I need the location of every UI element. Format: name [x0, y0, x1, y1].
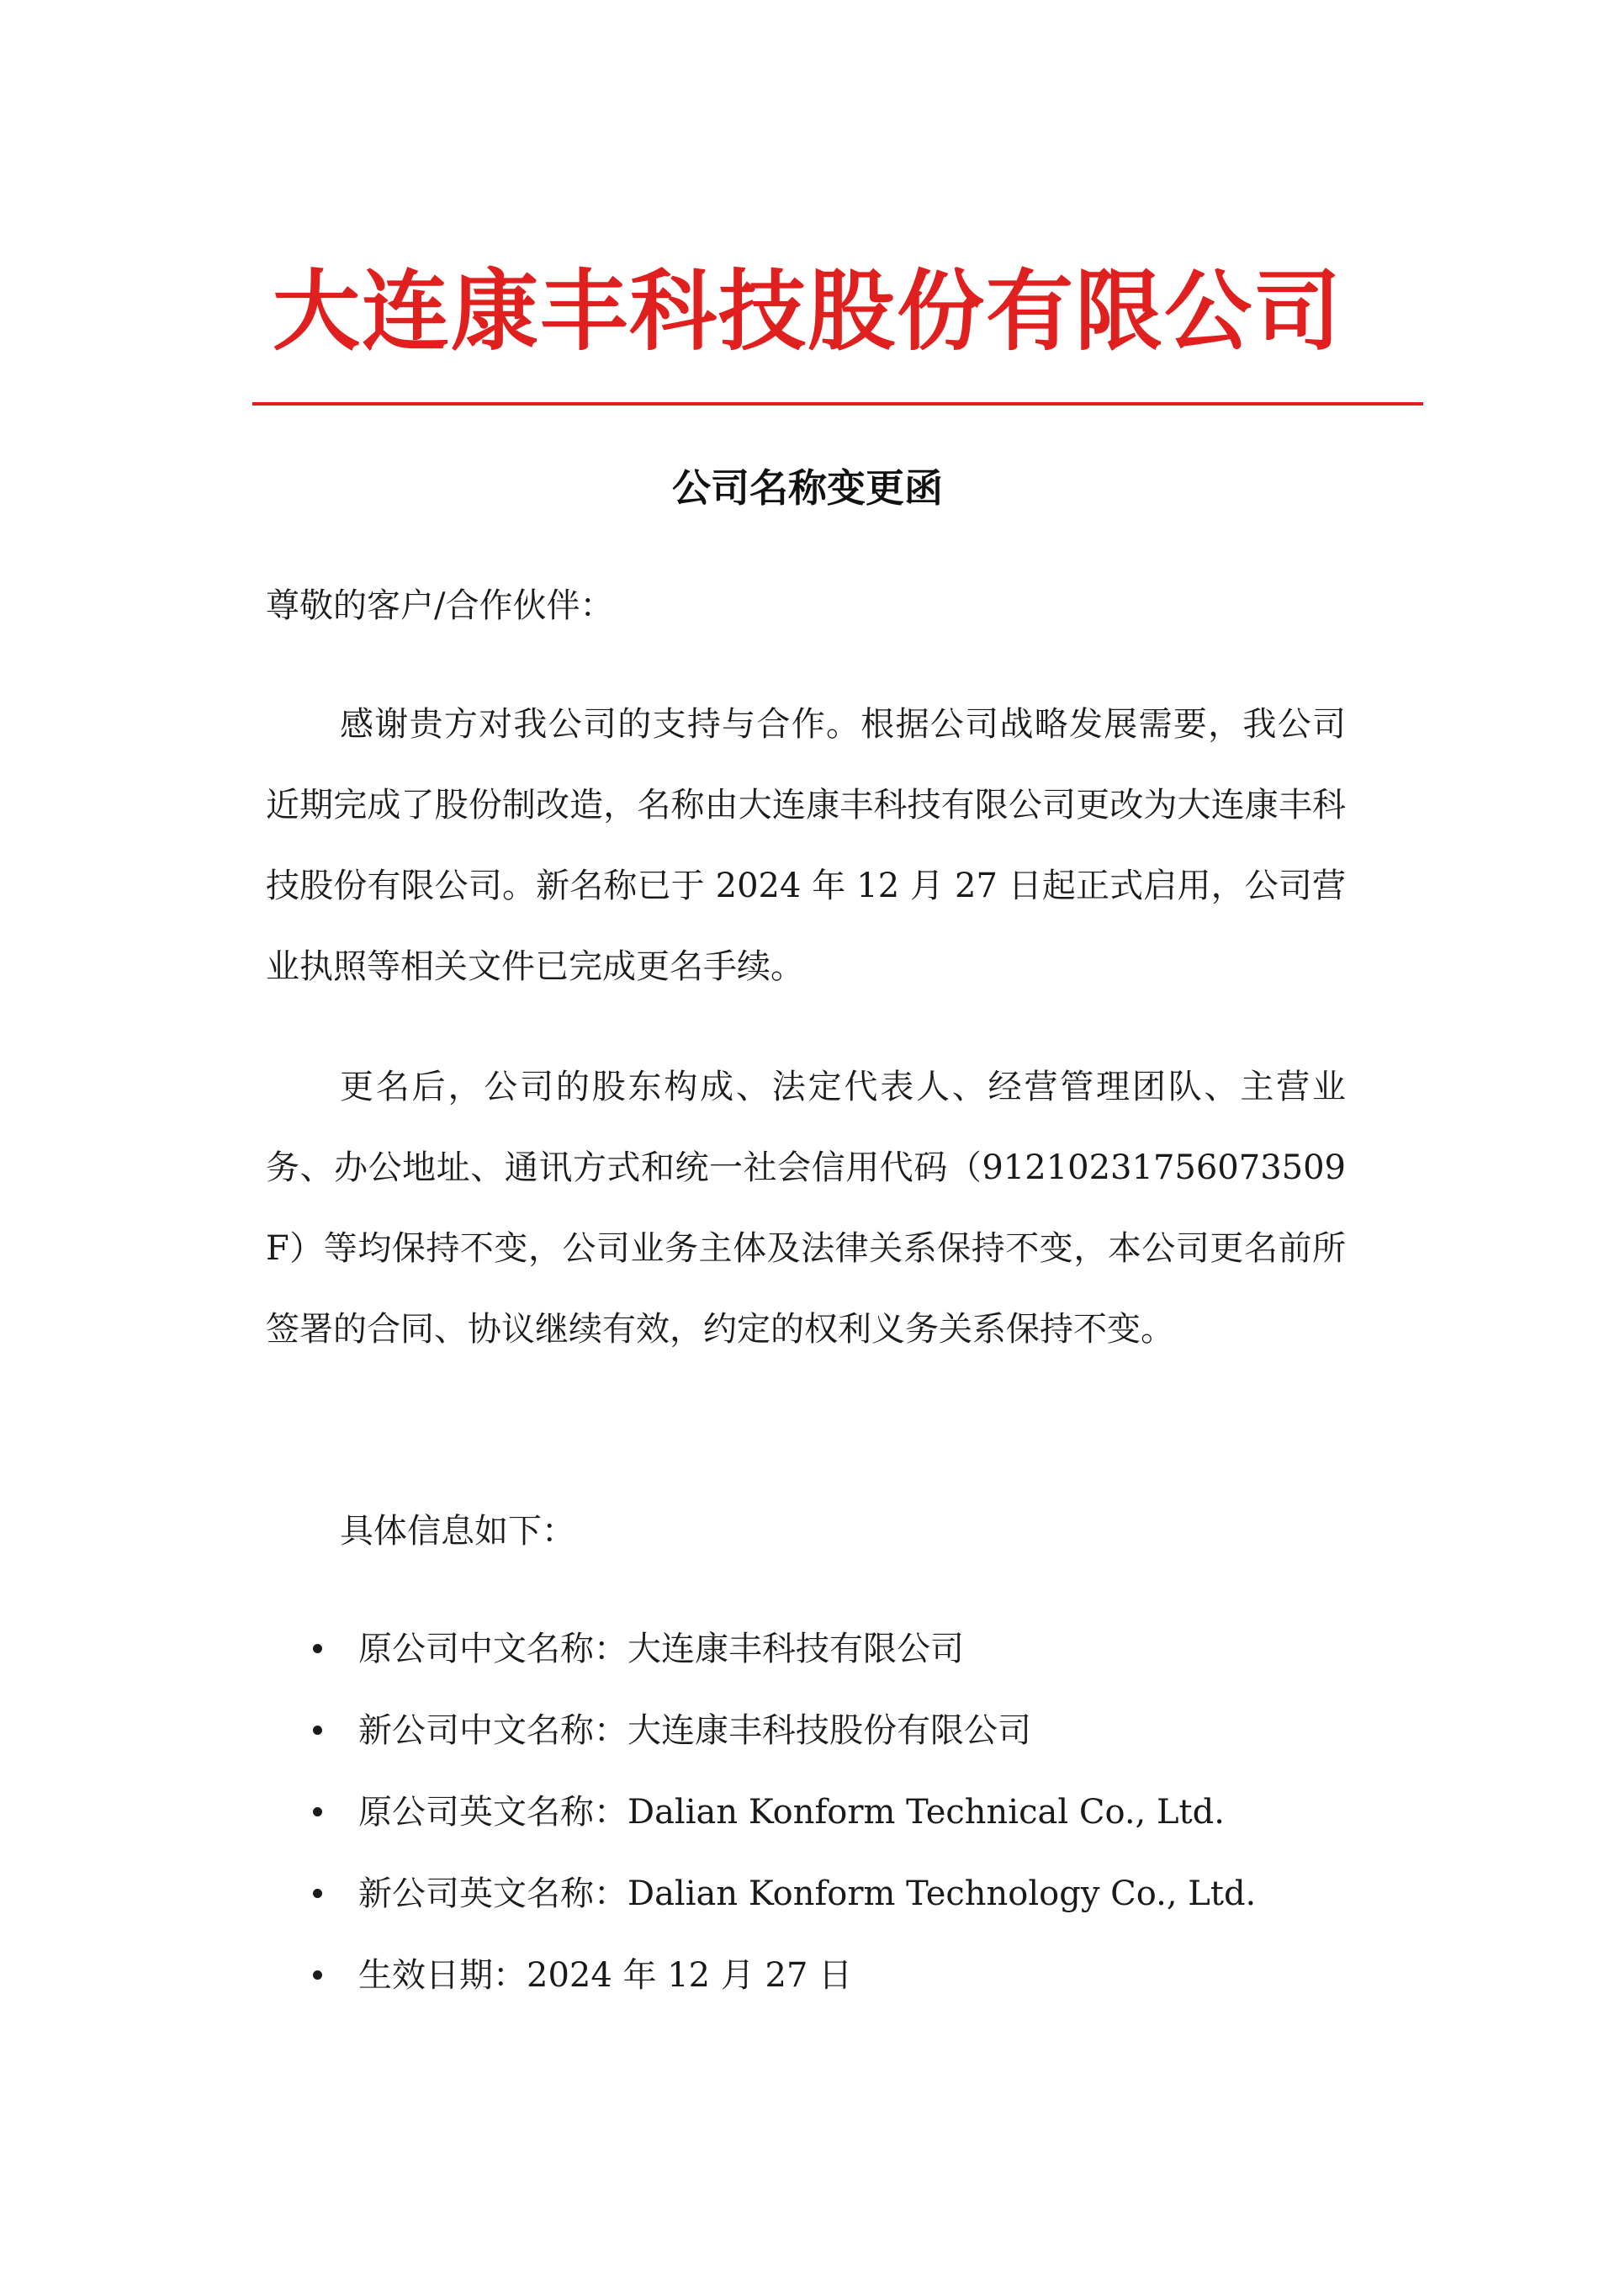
details-value: Dalian Konform Technical Co., Ltd. [627, 1793, 1225, 1832]
letterhead-company-name: 大连康丰科技股份有限公司 [272, 260, 1342, 363]
letterhead-divider [252, 402, 1423, 406]
details-item-old-chinese-name [303, 1622, 1256, 1704]
body-paragraph: 更名后，公司的股东构成、法定代表人、经营管理团队、主营业务、办公地址、通讯方式和统一社会信用代码（91210231756073509F）等均保持不变，公司业务主体及法律关系保持不变，本公司更名前所签署的合同、协议继续有效，约定的权利义务关系保持不变。 [266, 1068, 1346, 1349]
bullet-icon [313, 1889, 322, 1898]
details-value: 大连康丰科技有限公司 [627, 1630, 964, 1668]
document-title: 公司名称变更函 [672, 465, 943, 511]
details-value: Dalian Konform Technology Co., Ltd. [627, 1874, 1257, 1913]
details-item-old-english-name [303, 1785, 1256, 1867]
details-value: 大连康丰科技股份有限公司 [627, 1711, 1031, 1750]
bullet-icon [313, 1807, 322, 1816]
details-label: 原公司中文名称： [358, 1630, 627, 1668]
details-intro: 具体信息如下： [340, 1512, 575, 1551]
details-label: 新公司中文名称： [358, 1711, 627, 1750]
bullet-icon [313, 1644, 322, 1653]
details-item-new-chinese-name [303, 1704, 1256, 1785]
details-item-effective-date [303, 1949, 1256, 2030]
details-label: 生效日期： [358, 1956, 527, 1995]
details-label: 原公司英文名称： [358, 1793, 627, 1832]
bullet-icon [313, 1970, 322, 1980]
details-list [303, 1622, 1256, 2030]
bullet-icon [313, 1726, 322, 1735]
details-label: 新公司英文名称： [358, 1874, 627, 1913]
body-paragraph: 感谢贵方对我公司的支持与合作。根据公司战略发展需要，我公司近期完成了股份制改造，名称由大连康丰科技有限公司更改为大连康丰科技股份有限公司。新名称已于 2024 年 12 月 27 日起正式启用，公司营业执照等相关文件已完成更名手续。 [266, 705, 1346, 986]
details-item-new-english-name [303, 1867, 1256, 1949]
details-value: 2024 年 12 月 27 日 [527, 1956, 853, 1995]
salutation: 尊敬的客户/合作伙伴： [266, 586, 614, 625]
